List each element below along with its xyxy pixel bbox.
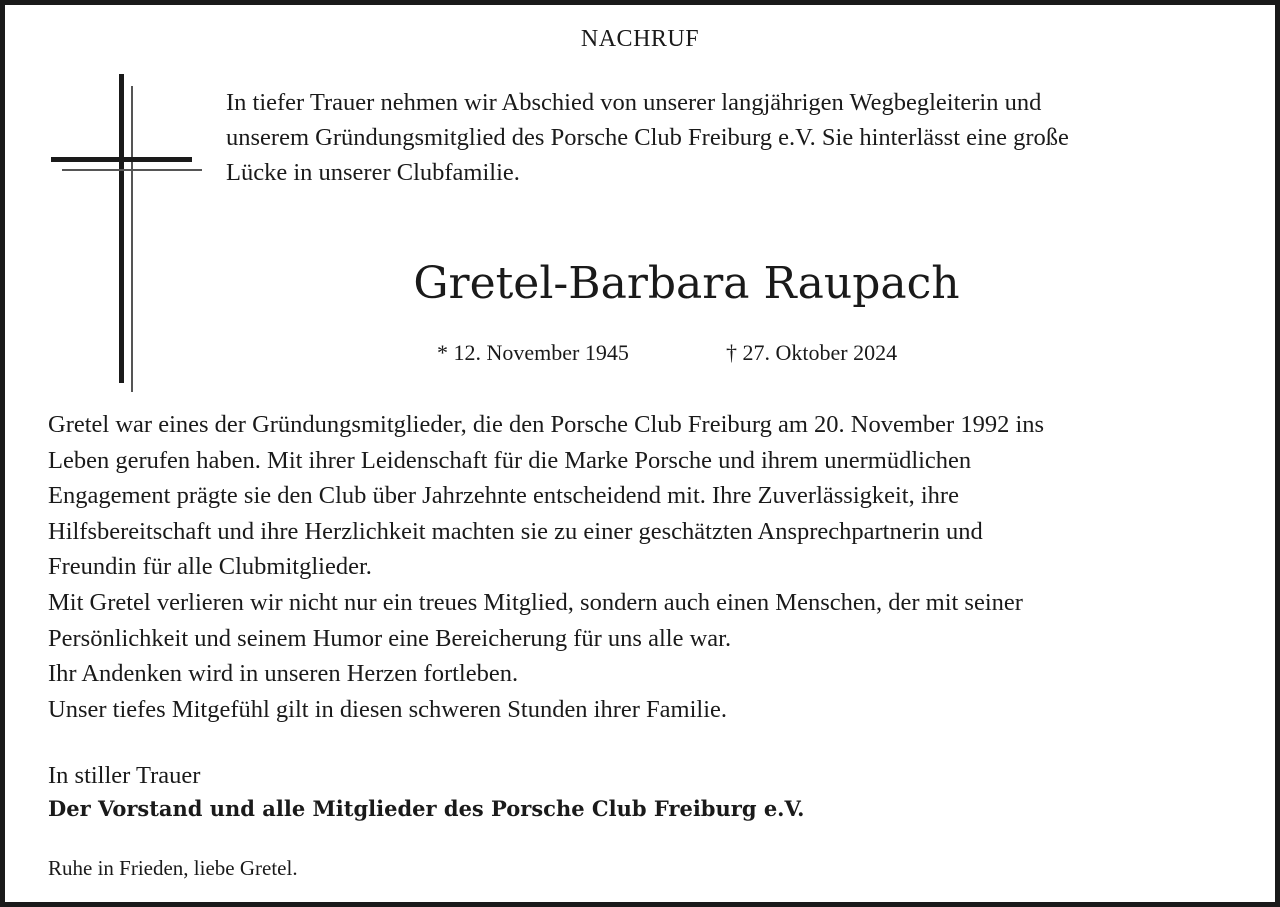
intro-line: In tiefer Trauer nehmen wir Abschied von unserer langjährigen Wegbegleiterin und bbox=[226, 89, 1042, 116]
body-line: Unser tiefes Mitgefühl gilt in diesen schweren Stunden ihrer Familie. bbox=[48, 695, 728, 723]
cross-horizontal-thick bbox=[51, 157, 192, 162]
death-date: † 27. Oktober 2024 bbox=[726, 340, 898, 365]
obituary-heading: NACHRUF bbox=[580, 26, 700, 52]
body-line: Persönlichkeit und seinem Humor eine Bereicherung für uns alle war. bbox=[48, 624, 732, 652]
body-line: Hilfsbereitschaft und ihre Herzlichkeit machten sie zu einer geschätzten Ansprechpartnerin und bbox=[48, 517, 983, 545]
cross-icon bbox=[50, 74, 205, 394]
body-line: Ihr Andenken wird in unseren Herzen fortleben. bbox=[48, 660, 519, 688]
body-line: Gretel war eines der Gründungsmitglieder, die den Porsche Club Freiburg am 20. November 1992 ins bbox=[48, 411, 1045, 438]
birth-date: * 12. November 1945 bbox=[437, 340, 629, 365]
body-line: Freundin für alle Clubmitglieder. bbox=[48, 553, 372, 581]
deceased-name: Gretel-Barbara Raupach bbox=[413, 258, 960, 309]
body-line: Mit Gretel verlieren wir nicht nur ein treues Mitglied, sondern auch einen Menschen, der mit seiner bbox=[48, 588, 1023, 616]
cross-vertical-thick bbox=[119, 74, 124, 383]
intro-line: Lücke in unserer Clubfamilie. bbox=[226, 159, 520, 186]
farewell-text: Ruhe in Frieden, liebe Gretel. bbox=[48, 856, 298, 880]
intro-line: unserem Gründungsmitglied des Porsche Club Freiburg e.V. Sie hinterlässt eine große bbox=[226, 124, 1069, 151]
body-line: Leben gerufen haben. Mit ihrer Leidenschaft für die Marke Porsche und ihrem unermüdlichen bbox=[48, 446, 972, 474]
cross-vertical-thin bbox=[131, 86, 133, 392]
cross-horizontal-thin bbox=[62, 169, 202, 171]
signature: Der Vorstand und alle Mitglieder des Porsche Club Freiburg e.V. bbox=[48, 796, 805, 821]
obituary-body bbox=[48, 407, 1248, 727]
closing-text: In stiller Trauer bbox=[48, 762, 201, 789]
body-line: Engagement prägte sie den Club über Jahrzehnte entscheidend mit. Ihre Zuverlässigkeit, ihre bbox=[48, 482, 959, 510]
intro-text bbox=[226, 85, 1236, 190]
